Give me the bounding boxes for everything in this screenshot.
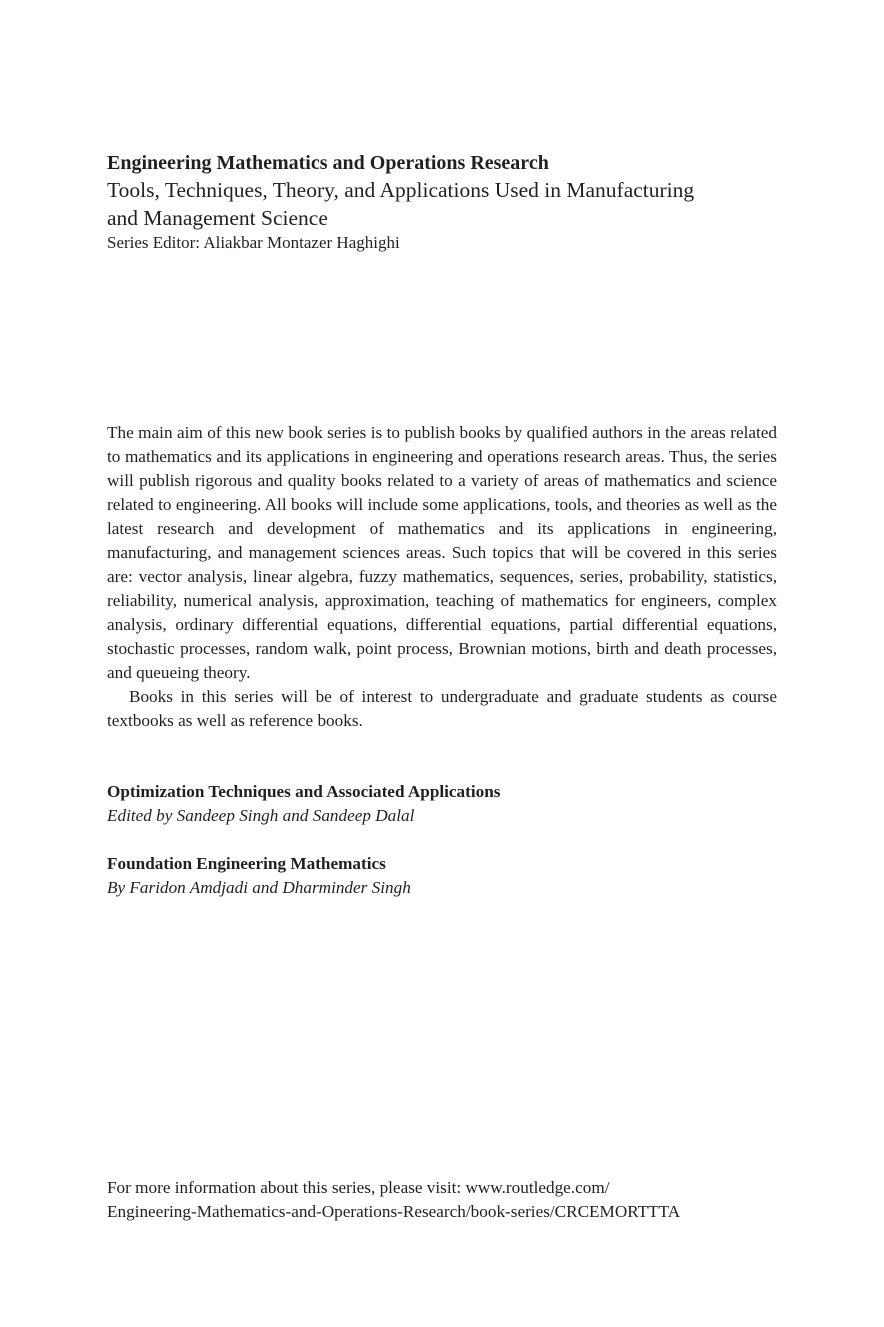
book-list (107, 780, 777, 924)
series-header (107, 150, 787, 254)
book-authors: By Faridon Amdjadi and Dharminder Singh (107, 878, 411, 897)
series-subtitle-line-2: and Management Science (107, 206, 328, 230)
book-title: Optimization Techniques and Associated Applications (107, 782, 501, 801)
description-paragraph-1: The main aim of this new book series is to publish books by qualified authors in the areas related to mathematics and its applications in engineering and operations research areas. Thus, the series will publish rigorous and quality books related to a variety of areas of mathematics and science related to engineering. All books will include some applications, tools, and theories as well as the latest research and development of mathematics and its applications in engineering, manufacturing, and management sciences areas. Such topics that will be covered in this series are: vector analysis, linear algebra, fuzzy mathematics, sequences, series, probability, statistics, reliability, numerical analysis, approximation, teaching of mathematics for engineers, complex analysis, ordinary differential equations, differential equations, partial differential equations, stochastic processes, random walk, point process, Brownian motions, birth and death processes, and queueing theory. (107, 423, 777, 682)
series-description (107, 421, 777, 733)
description-paragraph-2: Books in this series will be of interest to undergraduate and graduate students as course textbooks as well as reference books. (107, 687, 777, 730)
book-title: Foundation Engineering Mathematics (107, 854, 386, 873)
series-title: Engineering Mathematics and Operations Research (107, 152, 549, 174)
book-authors: Edited by Sandeep Singh and Sandeep Dalal (107, 806, 415, 825)
series-subtitle-line-1: Tools, Techniques, Theory, and Applications Used in Manufacturing (107, 178, 695, 202)
more-info-footer (107, 1176, 807, 1224)
more-info-line-1: For more information about this series, please visit: www.routledge.com/ (107, 1178, 610, 1197)
book-entry (107, 852, 777, 900)
series-editor: Series Editor: Aliakbar Montazer Haghighi (107, 233, 400, 252)
more-info-url: Engineering-Mathematics-and-Operations-Research/book-series/CRCEMORTTTA (107, 1202, 681, 1221)
book-entry (107, 780, 777, 828)
